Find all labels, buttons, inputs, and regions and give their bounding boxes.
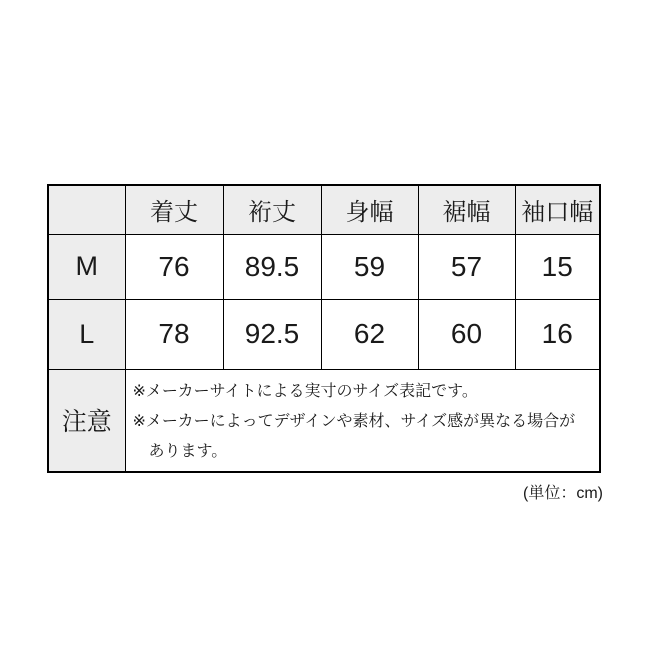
header-row bbox=[48, 185, 600, 234]
size-label-m: M bbox=[48, 234, 125, 299]
col-header-body-length: 着丈 bbox=[125, 185, 223, 234]
note-line-1: ※メーカーサイトによる実寸のサイズ表記です。 bbox=[132, 382, 478, 400]
value-m-sleeve-length: 89.5 bbox=[223, 234, 321, 299]
col-header-hem-width: 裾幅 bbox=[418, 185, 515, 234]
note-line-3: あります。 bbox=[148, 442, 228, 460]
value-l-cuff-width: 16 bbox=[515, 299, 600, 369]
col-header-sleeve-length: 裄丈 bbox=[223, 185, 321, 234]
value-l-body-length: 78 bbox=[125, 299, 223, 369]
value-m-body-length: 76 bbox=[125, 234, 223, 299]
unit-label: (単位：cm) bbox=[523, 485, 603, 502]
note-row bbox=[48, 369, 600, 472]
col-header-chest-width: 身幅 bbox=[321, 185, 418, 234]
value-m-hem-width: 57 bbox=[418, 234, 515, 299]
col-header-cuff-width: 袖口幅 bbox=[515, 185, 600, 234]
value-l-hem-width: 60 bbox=[418, 299, 515, 369]
corner-cell bbox=[48, 185, 125, 234]
note-line-2: ※メーカーによってデザインや素材、サイズ感が異なる場合が bbox=[132, 412, 576, 430]
note-cell bbox=[125, 369, 600, 472]
row-size-l bbox=[48, 299, 600, 369]
size-label-l: L bbox=[48, 299, 125, 369]
value-m-cuff-width: 15 bbox=[515, 234, 600, 299]
value-m-chest-width: 59 bbox=[321, 234, 418, 299]
note-label: 注意 bbox=[48, 369, 125, 472]
value-l-sleeve-length: 92.5 bbox=[223, 299, 321, 369]
value-l-chest-width: 62 bbox=[321, 299, 418, 369]
row-size-m bbox=[48, 234, 600, 299]
size-chart-table bbox=[47, 184, 601, 473]
